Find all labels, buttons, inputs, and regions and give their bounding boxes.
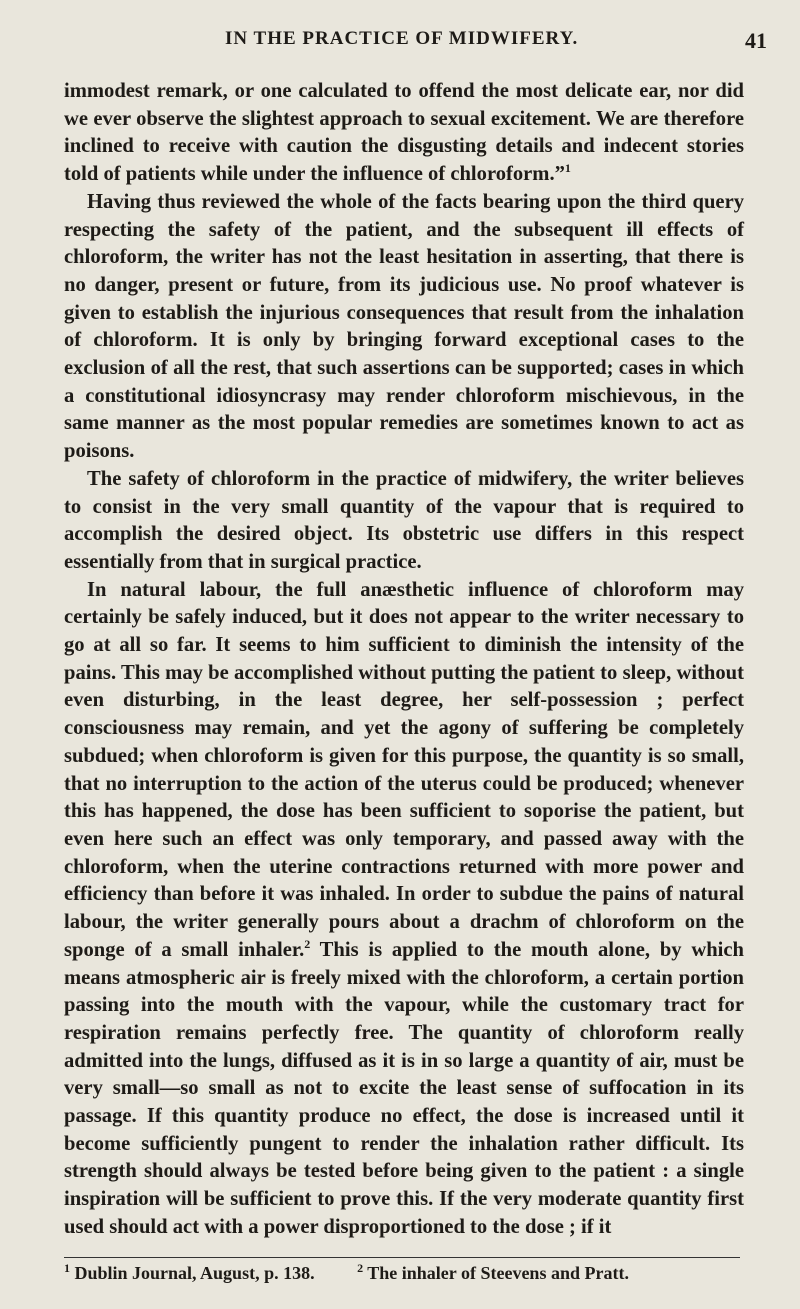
paragraph-midwifery-safety: The safety of chloroform in the practice of midwifery, the writer believes to consist in the very small quantity of the vapour that is required to accomplish the desired object. Its obstetric use differs in this respect essentially from that in surgical practice. — [64, 467, 744, 573]
running-title: IN THE PRACTICE OF MIDWIFERY. — [225, 28, 579, 49]
footnote-ref-1: 1 — [564, 161, 571, 176]
body-text — [64, 78, 744, 1242]
footnote-2: $^2$ The inhaler of Steevens and Pratt. — [357, 1261, 629, 1283]
paragraph-continuation: immodest remark, or one calculated to offend the most delicate ear, nor did we ever observe the slightest approach to sexual excitement. We are therefore inclined to receive with caution the disgusting details and indecent stories told of patients while under the influence of chloroform.”$^1$ — [64, 80, 744, 186]
page-number: 41 — [745, 28, 767, 53]
running-header — [0, 14, 800, 54]
footnotes — [64, 1263, 744, 1284]
footnote-1: $^1$ Dublin Journal, August, p. 138. — [64, 1261, 315, 1283]
footnote-divider — [64, 1257, 740, 1258]
footnote-ref-2: 2 — [304, 936, 311, 951]
paragraph-safety-review: Having thus reviewed the whole of the facts bearing upon the third query respecting the safety of the patient, and the subsequent ill effects of chloroform, the writer has not the least hesitation in asserting, that there is no danger, present or future, from its judicious use. No proof whatever is given to establish the injurious consequences that result from the inhalation of chloroform. It is only by bringing forward exceptional cases to the exclusion of all the rest, that such assertions can be supported; cases in which a constitutional idiosyncrasy may render chloroform mischievous, in the same manner as the most popular remedies are sometimes known to act as poisons. — [64, 190, 744, 463]
paragraph-natural-labour: In natural labour, the full anæsthetic influence of chloroform may certainly be safely induced, but it does not appear to the writer necessary to go at all so far. It seems to him sufficient to diminish the intensity of the pains. This may be accomplished without putting the patient to sleep, without even disturbing, in the least degree, her self-possession ; perfect consciousness may remain, and yet the agony of suffering be completely subdued; when chloroform is given for this purpose, the quantity is so small, that no interruption to the action of the uterus could be produced; whenever this has happened, the dose has been sufficient to soporise the patient, but even here such an effect was only temporary, and passed away with the chloroform, when the uterine contractions returned with more power and efficiency than before it was inhaled. In order to subdue the pains of natural labour, the writer generally pours about a drachm of chloroform on the sponge of a small inhaler.$^2$ This is applied to the mouth alone, by which means atmospheric air is freely mixed with the chloroform, a certain portion passing into the mouth with the vapour, while the customary tract for respiration remains perfectly free. The quantity of chloroform really admitted into the lungs, diffused as it is in so large a quantity of air, must be very small—so small as not to excite the least sense of suffocation in its passage. If this quantity produce no effect, the dose is increased until it become sufficiently pungent to render the inhalation rather difficult. Its strength should always be tested before being given to the patient : a single inspiration will be sufficient to prove this. If the very moderate quantity first used should act with a power disproportioned to the dose ; if it — [64, 578, 744, 1238]
